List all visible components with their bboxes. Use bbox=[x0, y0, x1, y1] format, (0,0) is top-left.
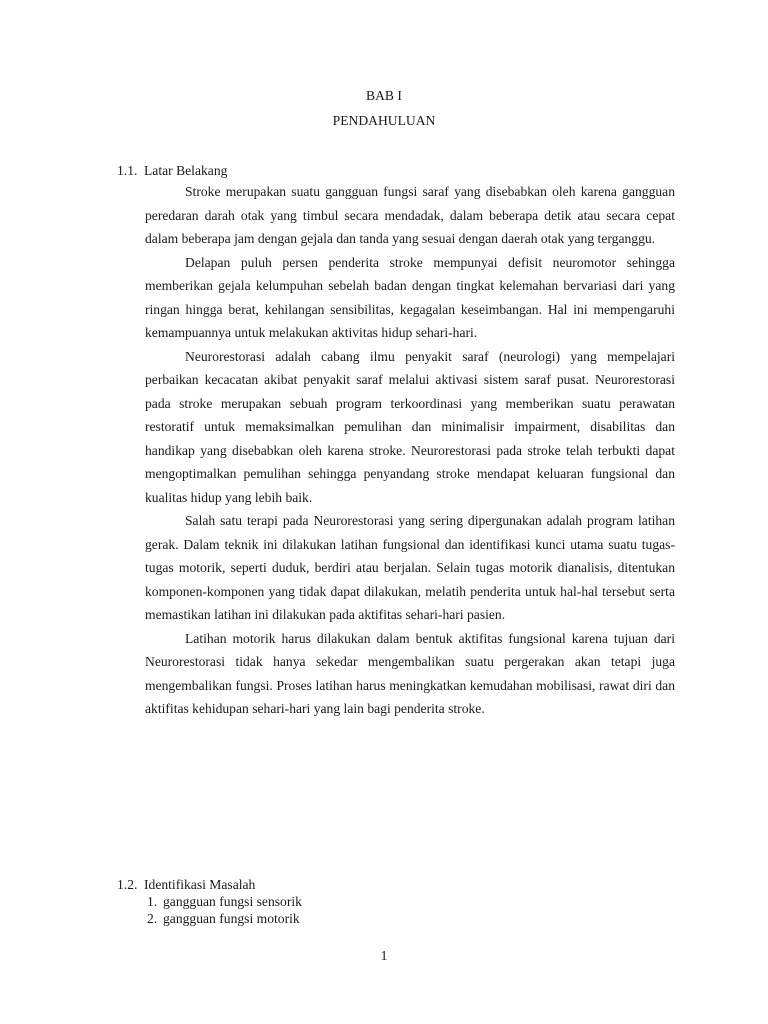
chapter-title: PENDAHULUAN bbox=[332, 113, 436, 128]
background-paragraphs bbox=[145, 180, 675, 721]
section-number: 1.2. bbox=[117, 877, 138, 892]
paragraph: Delapan puluh persen penderita stroke mempunyai defisit neuromotor sehingga memberikan gejala kelumpuhan sebelah badan dengan tingkat kelemahan bervariasi dari yang ringan hingga berat, kehilangan sensibilitas, kegagalan keseimbangan. Hal ini mempengaruhi kemampuannya untuk melakukan aktivitas hidup sehari-hari. bbox=[145, 254, 675, 340]
list-item-number: 2. bbox=[147, 911, 158, 926]
paragraph: Salah satu terapi pada Neurorestorasi yang sering dipergunakan adalah program latihan gerak. Dalam teknik ini dilakukan latihan fungsional dan identifikasi kunci utama suatu tugas-tugas motorik, seperti duduk, berdiri atau berjalan. Selain tugas motorik dianalisis, ditentukan komponen-komponen yang tidak dapat dilakukan, melatih penderita untuk hal-hal tersebut serta memastikan latihan ini dilakukan pada aktifitas sehari-hari pasien. bbox=[145, 513, 675, 622]
paragraph: Latihan motorik harus dilakukan dalam bentuk aktifitas fungsional karena tujuan dari Neurorestorasi tidak hanya sekedar mengembalikan suatu pergerakan akan tetapi juga mengembalikan fungsi. Proses latihan harus meningkatkan kemudahan mobilisasi, rawat diri dan aktifitas kehidupan sehari-hari yang lain bagi penderita stroke. bbox=[145, 630, 675, 716]
list-item-text: gangguan fungsi motorik bbox=[163, 911, 300, 926]
chapter-label: BAB I bbox=[366, 88, 402, 103]
problem-list bbox=[147, 893, 302, 927]
section-title: Identifikasi Masalah bbox=[144, 877, 256, 892]
list-item bbox=[147, 910, 302, 927]
section-title: Latar Belakang bbox=[144, 163, 228, 178]
section-heading-latar-belakang bbox=[117, 163, 227, 179]
list-item bbox=[147, 893, 302, 910]
list-item-number: 1. bbox=[147, 894, 158, 909]
section-heading-identifikasi-masalah bbox=[117, 877, 255, 893]
list-item-text: gangguan fungsi sensorik bbox=[163, 894, 302, 909]
page-number: 1 bbox=[380, 948, 388, 963]
paragraph: Stroke merupakan suatu gangguan fungsi saraf yang disebabkan oleh karena gangguan peredaran darah otak yang timbul secara mendadak, dalam beberapa detik atau secara cepat dalam beberapa jam dengan gejala dan tanda yang sesuai dengan daerah otak yang terganggu. bbox=[145, 184, 675, 246]
paragraph: Neurorestorasi adalah cabang ilmu penyakit saraf (neurologi) yang mempelajari perbaikan kecacatan akibat penyakit saraf melalui aktivasi sistem saraf pusat. Neurorestorasi pada stroke merupakan sebuah program terkoordinasi yang memberikan suatu perawatan restoratif untuk memaksimalkan pemulihan dan minimalisir impairment, disabilitas dan handikap yang disebabkan oleh karena stroke. Neurorestorasi pada stroke telah terbukti dapat mengoptimalkan pemulihan sehingga penyandang stroke mendapat keluaran fungsional dan kualitas hidup yang lebih baik. bbox=[145, 348, 675, 505]
section-number: 1.1. bbox=[117, 163, 138, 178]
